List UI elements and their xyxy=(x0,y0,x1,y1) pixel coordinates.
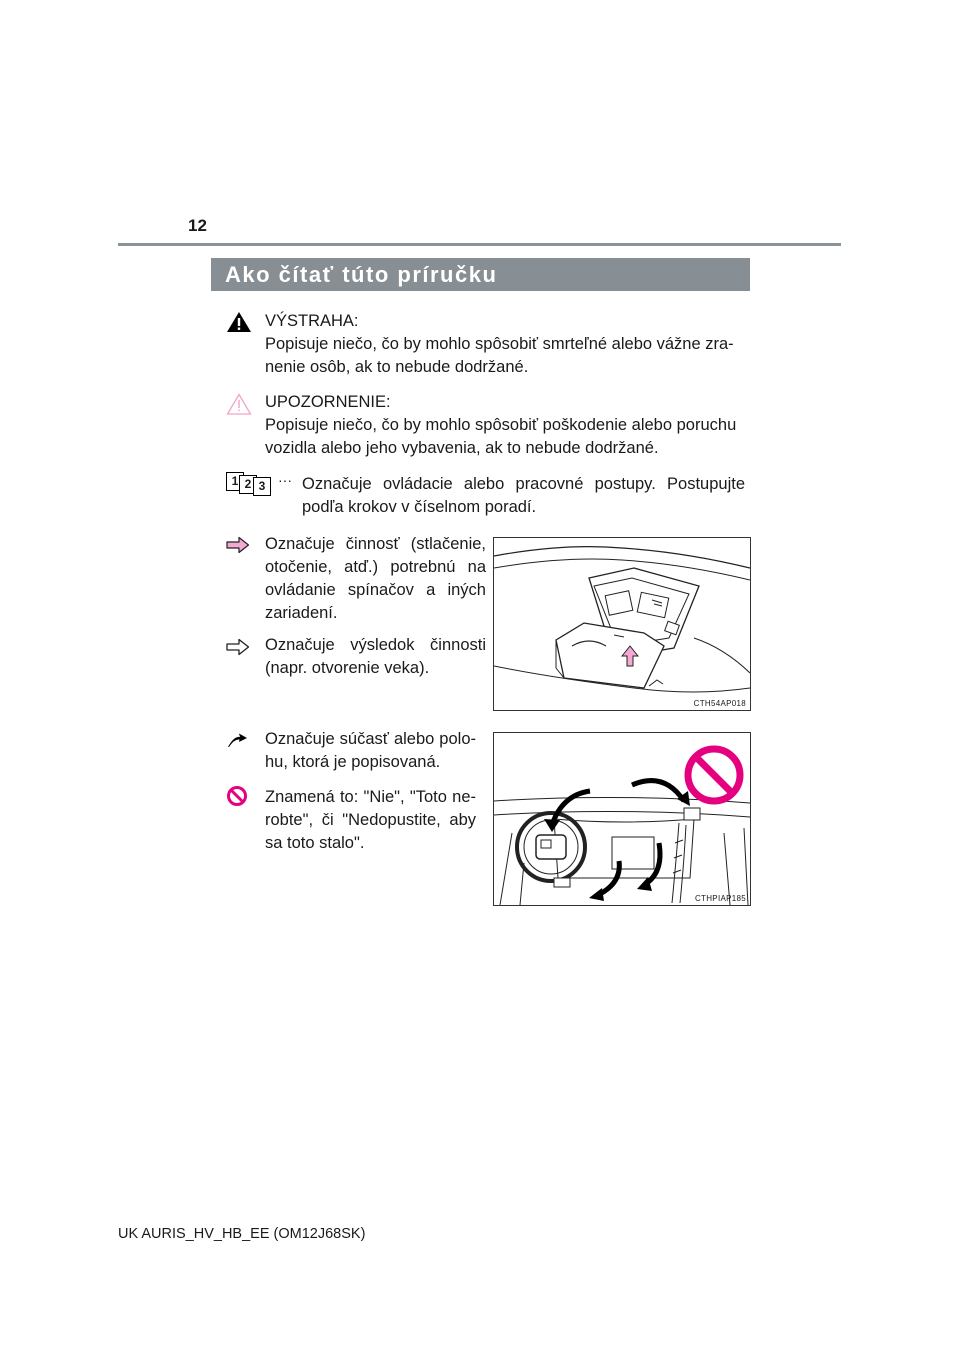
step-label-3: 3 xyxy=(253,477,271,496)
overhead-console-illustration xyxy=(494,538,750,710)
dashboard-figure xyxy=(493,732,751,906)
warning-line-1: Popisuje niečo, čo by mohlo spôsobiť smrteľné alebo vážne zra- xyxy=(265,335,734,353)
steps-block xyxy=(302,473,745,519)
warning-triangle-outline-icon xyxy=(226,393,252,415)
caution-title: UPOZORNENIE: xyxy=(265,393,391,411)
section-banner xyxy=(211,258,750,291)
step-numbers-icon xyxy=(226,472,276,494)
dashboard-illustration xyxy=(494,733,750,905)
caution-line-2: vozidla alebo jeho vybavenia, ak to nebude dodržané. xyxy=(265,439,659,457)
page-footer: UK AURIS_HV_HB_EE (OM12J68SK) xyxy=(118,1226,366,1242)
step-dots: ··· xyxy=(278,472,292,488)
steps-line-2: podľa krokov v číselnom poradí. xyxy=(302,498,537,516)
page-number: 12 xyxy=(188,216,207,235)
section-title: Ako čítať túto príručku xyxy=(225,262,498,287)
warning-triangle-filled-icon xyxy=(226,311,252,333)
result-text: Označuje výsledok činnosti (napr. otvorenie veka). xyxy=(265,636,486,677)
action-arrow-pink-icon xyxy=(226,536,250,554)
step-label-2: 2 xyxy=(239,475,257,494)
result-arrow-outline-icon xyxy=(226,638,250,656)
warning-block xyxy=(265,310,745,379)
component-text: Označuje súčasť alebo polo-hu, ktorá je popisovaná. xyxy=(265,730,476,771)
component-pointer-arrow-icon xyxy=(226,732,248,748)
caution-block xyxy=(265,391,745,460)
action-text: Označuje činnosť (stlačenie, otočenie, atď.) potrebnú na ovládanie spínačov a iných zariadení. xyxy=(265,535,486,622)
header-rule xyxy=(118,243,841,246)
caution-line-1: Popisuje niečo, čo by mohlo spôsobiť poškodenie alebo poruchu xyxy=(265,416,737,434)
figure-code-console: CTH54AP018 xyxy=(693,699,746,708)
prohibited-sign-icon xyxy=(226,785,248,807)
figure-code-dashboard: CTHPIAP185 xyxy=(694,894,746,903)
overhead-console-figure xyxy=(493,537,751,711)
prohibited-text: Znamená to: "Nie", "Toto ne-robte", či "Nedopustite, aby sa toto stalo". xyxy=(265,788,476,852)
warning-line-2: nenie osôb, ak to nebude dodržané. xyxy=(265,358,529,376)
step-label-1: 1 xyxy=(226,472,244,491)
warning-title: VÝSTRAHA: xyxy=(265,312,359,330)
steps-line-1: Označuje ovládacie alebo pracovné postupy. Postupujte xyxy=(302,475,745,493)
